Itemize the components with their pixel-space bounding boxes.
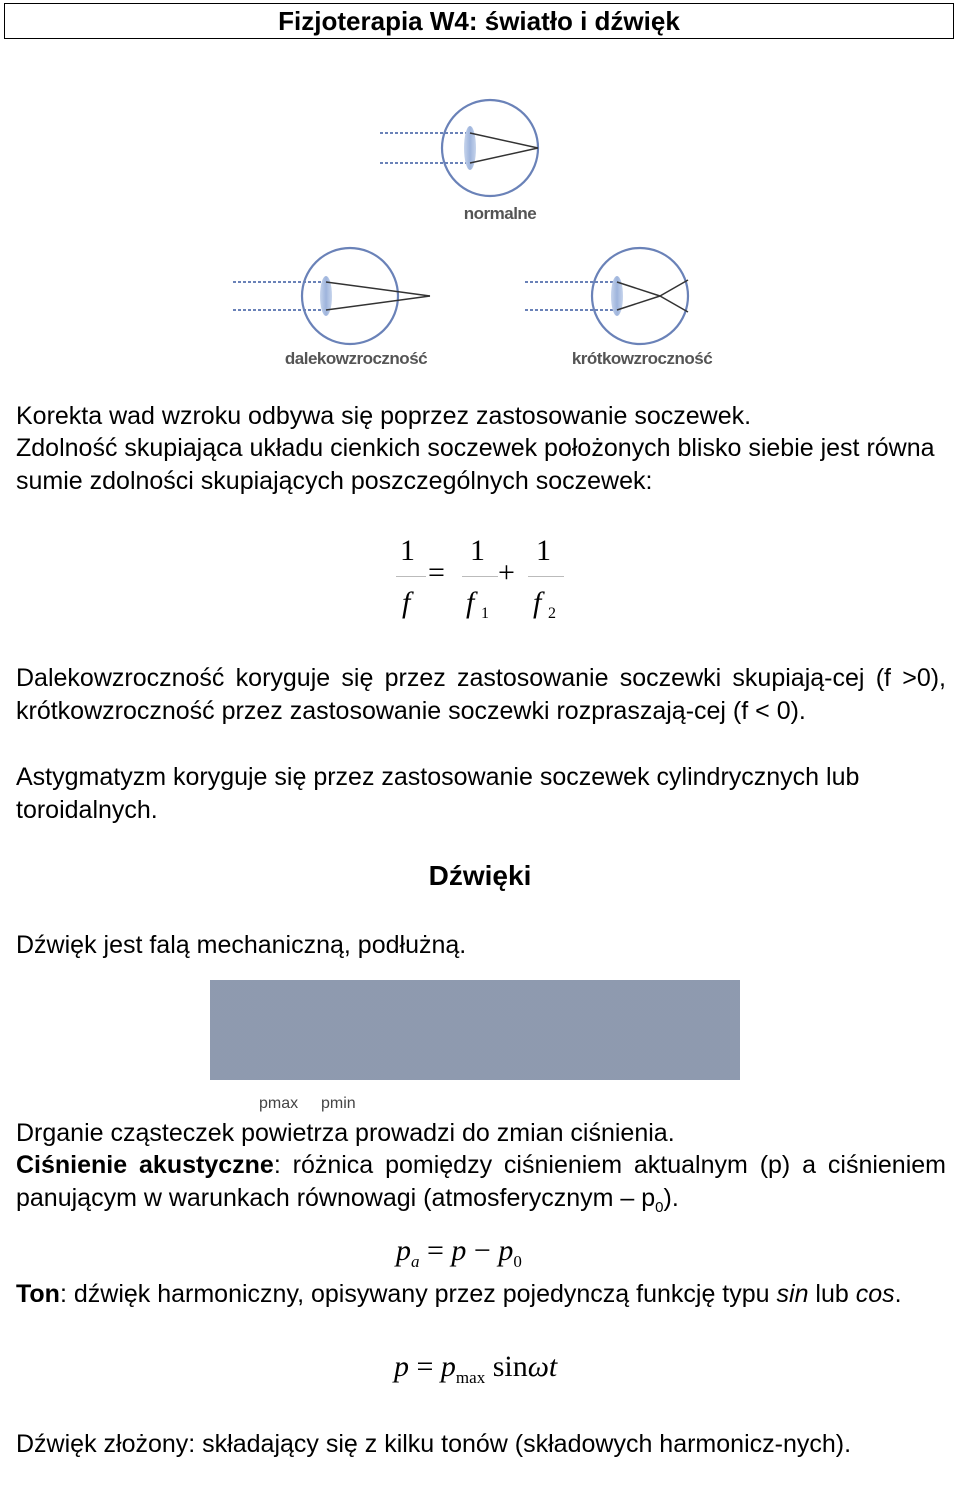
- eq-sin-p: p: [394, 1350, 409, 1383]
- eq-sin-p2: p: [440, 1350, 456, 1383]
- eq-pa-equals: =: [427, 1234, 444, 1267]
- eq-sin-sin: sin: [492, 1350, 528, 1383]
- intro-line-1: Korekta wad wzroku odbywa się poprzez zastosowanie soczewek.: [16, 402, 752, 430]
- pressure-wave-bands: [210, 980, 740, 1080]
- label-pmin: pmin: [321, 1095, 356, 1112]
- label-farsighted: dalekowzroczność: [284, 349, 428, 368]
- ton-mid: lub: [808, 1280, 856, 1308]
- label-nearsighted: krótkowzroczność: [571, 349, 713, 368]
- eq-num-2: 1: [470, 534, 485, 567]
- eq-equals: =: [428, 556, 445, 589]
- term-acoustic-pressure: Ciśnienie akustyczne: [16, 1151, 274, 1179]
- eye-farsighted: [233, 248, 430, 368]
- pressure-line-1: Drganie cząsteczek powietrza prowadzi do zmian ciśnienia.: [16, 1119, 675, 1147]
- eq-den-f2: f: [533, 586, 542, 619]
- ton-cos: cos: [855, 1280, 895, 1308]
- ton-definition: [16, 1278, 946, 1311]
- ton-rest: : dźwięk harmoniczny, opisywany przez pojedynczą funkcję typu: [59, 1280, 777, 1308]
- pressure-rest: : różnica pomiędzy ciśnieniem aktualnym (p) a ciśnieniem panującym w warunkach równowagi (atmosferycznym – p: [16, 1151, 946, 1212]
- eye-nearsighted: [525, 248, 712, 368]
- eq-num-1: 1: [400, 534, 415, 567]
- ton-sin: sin: [776, 1280, 809, 1308]
- label-normal: normalne: [463, 204, 537, 223]
- eq-pa-zero: 0: [513, 1252, 522, 1271]
- frac-line-1: [396, 576, 426, 577]
- complex-rest: : składający się z kilku tonów (składowych harmonicz-nych).: [188, 1430, 852, 1458]
- eye-diagram: [0, 0, 960, 390]
- eq-sin-max: max: [455, 1368, 486, 1387]
- eq-den-f1: f: [466, 586, 475, 619]
- eq-den-f: f: [402, 586, 411, 619]
- eq-pa-p: p: [396, 1234, 411, 1267]
- eq-sin-omega: ω: [527, 1350, 549, 1383]
- term-complex-sound: Dźwięk złożony: [16, 1430, 189, 1458]
- eq-plus: +: [498, 556, 515, 589]
- eq-sub-1: 1: [481, 605, 489, 622]
- equation-sin: [394, 1350, 557, 1388]
- eq-pa-p2: p: [451, 1234, 467, 1267]
- intro-line-2: Zdolność skupiająca układu cienkich soczewek położonych blisko siebie jest równa sumie zdolności skupiających poszczególnych soczewek:: [16, 434, 935, 495]
- pressure-end: ).: [663, 1184, 679, 1212]
- eq-pa-a: a: [411, 1252, 420, 1271]
- label-pmax: pmax: [259, 1095, 299, 1112]
- section-heading-sound: Dźwięki: [428, 860, 532, 891]
- eq-pa-p0: p: [498, 1234, 514, 1267]
- term-ton: Ton: [16, 1280, 60, 1308]
- eq-pa-minus: −: [473, 1234, 491, 1267]
- equation-pa: [396, 1234, 522, 1272]
- frac-line-3: [528, 576, 564, 577]
- eye-normal: [380, 100, 538, 223]
- pressure-sub-0: 0: [655, 1199, 664, 1216]
- frac-line-2: [462, 576, 498, 577]
- correction-text-2: Astygmatyzm koryguje się przez zastosowanie soczewek cylindrycznych lub toroidalnych.: [16, 763, 860, 824]
- correction-text-1: Dalekowzroczność koryguje się przez zastosowanie soczewki skupiają-cej (f >0), krótkowzroczność przez zastosowanie soczewki rozpraszają-cej (f < 0).: [16, 664, 946, 725]
- page-title: Fizjoterapia W4: światło i dźwięk: [4, 3, 954, 39]
- eq-sub-2: 2: [548, 605, 556, 622]
- eq-sin-equals: =: [416, 1350, 434, 1383]
- sound-intro: Dźwięk jest falą mechaniczną, podłużną.: [16, 931, 467, 959]
- ton-end: .: [894, 1280, 902, 1308]
- eq-sin-t: t: [548, 1350, 558, 1383]
- complex-sound-definition: [16, 1428, 946, 1461]
- eq-num-3: 1: [536, 534, 551, 567]
- pressure-definition: [16, 1149, 946, 1224]
